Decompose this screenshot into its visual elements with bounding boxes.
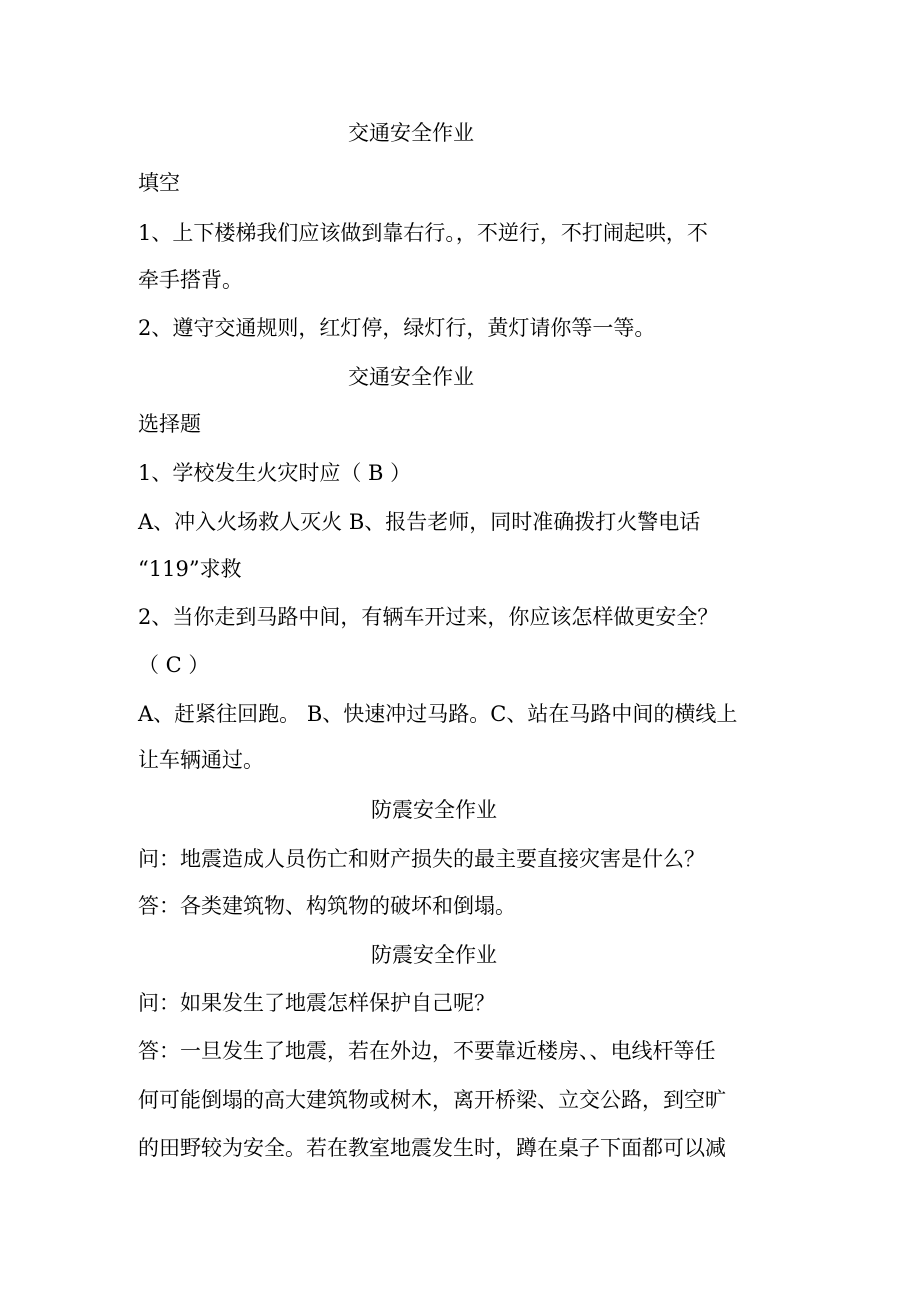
text-line: 答：一旦发生了地震，若在外边，不要靠近楼房、、电线杆等任 bbox=[138, 1039, 716, 1063]
section-title: 交通安全作业 bbox=[348, 121, 474, 145]
text-line: 1、上下楼梯我们应该做到靠右行。，不逆行，不打闹起哄，不 bbox=[138, 221, 708, 245]
text-line: 选择题 bbox=[138, 412, 201, 436]
text-line: 2、遵守交通规则，红灯停，绿灯行，黄灯请你等一等。 bbox=[138, 316, 656, 340]
section-title: 交通安全作业 bbox=[348, 365, 474, 389]
text-line: 何可能倒塌的高大建筑物或树木，离开桥梁、立交公路，到空旷 bbox=[138, 1088, 726, 1112]
text-line: （ C ） bbox=[138, 653, 210, 677]
text-line: 问：如果发生了地震怎样保护自己呢？ bbox=[138, 991, 495, 1015]
text-line: A、冲入火场救人灭火 B、报告老师，同时准确拨打火警电话 bbox=[138, 510, 701, 534]
text-line: 牵手搭背。 bbox=[138, 268, 243, 292]
text-line: 让车辆通过。 bbox=[138, 748, 264, 772]
section-title: 防震安全作业 bbox=[371, 943, 497, 967]
text-line: 答：各类建筑物、构筑物的破坏和倒塌。 bbox=[138, 894, 516, 918]
text-line: 2、当你走到马路中间，有辆车开过来，你应该怎样做更安全？ bbox=[138, 605, 719, 629]
text-line: 1、学校发生火灾时应（ B ） bbox=[138, 461, 412, 485]
text-line: 填空 bbox=[138, 171, 180, 195]
text-line: A、赶紧往回跑。 B、快速冲过马路。C、站在马路中间的横线上 bbox=[138, 702, 738, 726]
text-line: 问：地震造成人员伤亡和财产损失的最主要直接灾害是什么？ bbox=[138, 847, 705, 871]
text-line: “119”求救 bbox=[138, 557, 242, 581]
section-title: 防震安全作业 bbox=[371, 798, 497, 822]
text-line: 的田野较为安全。若在教室地震发生时，蹲在桌子下面都可以减 bbox=[138, 1136, 726, 1160]
